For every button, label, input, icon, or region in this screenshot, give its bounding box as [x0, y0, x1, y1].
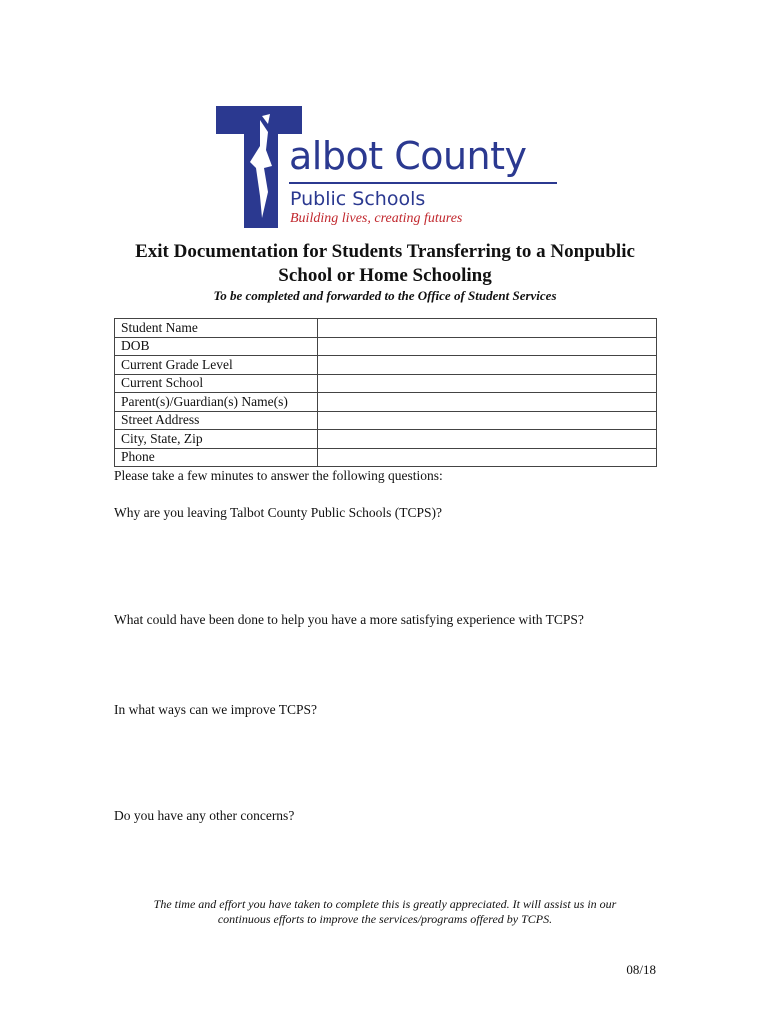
- guardian-names-label: Parent(s)/Guardian(s) Name(s): [115, 393, 318, 412]
- question-improve: In what ways can we improve TCPS?: [114, 702, 317, 717]
- street-address-label: Street Address: [115, 411, 318, 430]
- phone-field[interactable]: [318, 448, 657, 467]
- footer-line2: continuous efforts to improve the services/programs offered by TCPS.: [217, 912, 553, 926]
- page-subtitle: To be completed and forwarded to the Office of Student Services: [213, 288, 557, 303]
- dob-label: DOB: [115, 337, 318, 356]
- footer-line1: The time and effort you have taken to complete this is greatly appreciated. It will assist us in our: [153, 897, 617, 911]
- city-state-zip-field[interactable]: [318, 430, 657, 449]
- logo-tagline: Building lives, creating futures: [290, 211, 463, 226]
- logo-name: albot County: [289, 134, 527, 178]
- school-logo: [216, 106, 561, 230]
- table-row: [115, 337, 657, 356]
- grade-level-label: Current Grade Level: [115, 356, 318, 375]
- table-row: [115, 374, 657, 393]
- grade-level-field[interactable]: [318, 356, 657, 375]
- question-why-leaving: Why are you leaving Talbot County Public Schools (TCPS)?: [114, 505, 443, 520]
- student-name-label: Student Name: [115, 319, 318, 338]
- table-row: [115, 411, 657, 430]
- student-info-table: [114, 318, 657, 467]
- current-school-label: Current School: [115, 374, 318, 393]
- table-row: [115, 393, 657, 412]
- revision-date: 08/18: [626, 962, 656, 977]
- questions-intro: Please take a few minutes to answer the following questions:: [114, 468, 443, 483]
- table-row: [115, 319, 657, 338]
- table-row: [115, 448, 657, 467]
- page-title-line1: Exit Documentation for Students Transferring to a Nonpublic: [135, 241, 635, 262]
- logo-subname: Public Schools: [290, 188, 426, 210]
- table-row: [115, 356, 657, 375]
- city-state-zip-label: City, State, Zip: [115, 430, 318, 449]
- phone-label: Phone: [115, 448, 318, 467]
- question-what-could-help: What could have been done to help you have a more satisfying experience with TCPS?: [114, 612, 584, 627]
- street-address-field[interactable]: [318, 411, 657, 430]
- current-school-field[interactable]: [318, 374, 657, 393]
- logo-divider: [289, 182, 557, 184]
- student-name-field[interactable]: [318, 319, 657, 338]
- guardian-names-field[interactable]: [318, 393, 657, 412]
- question-other-concerns: Do you have any other concerns?: [114, 808, 295, 823]
- page-title-line2: School or Home Schooling: [278, 265, 492, 286]
- table-row: [115, 430, 657, 449]
- dob-field[interactable]: [318, 337, 657, 356]
